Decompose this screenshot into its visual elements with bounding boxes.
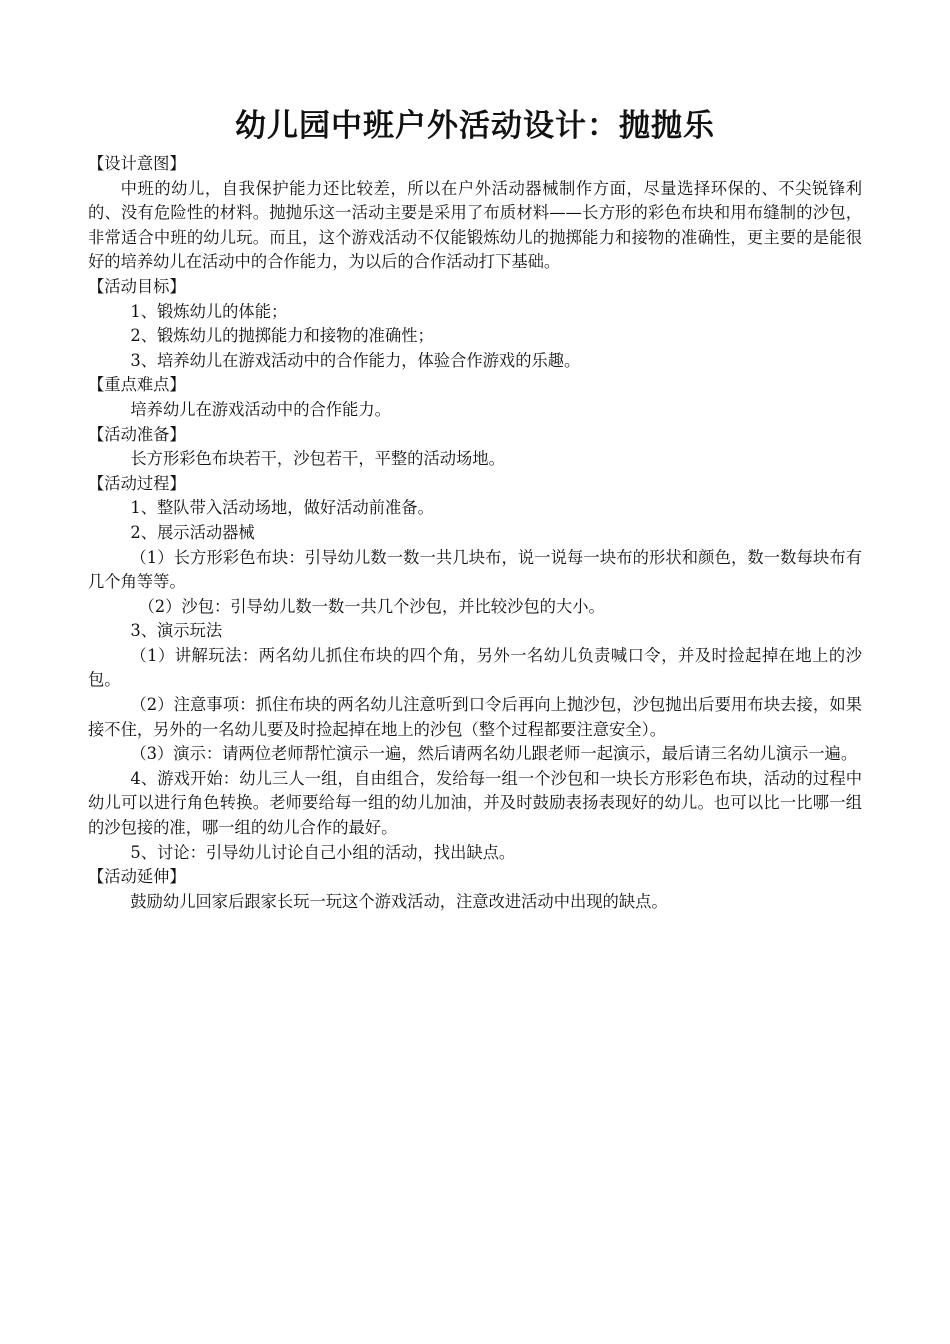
page-title: 幼儿园中班户外活动设计：抛抛乐 <box>235 108 715 144</box>
prep-paragraph: 长方形彩色布块若干，沙包若干，平整的活动场地。 <box>130 449 505 469</box>
section-heading-extension: 【活动延伸】 <box>88 867 186 887</box>
document-page <box>88 100 862 914</box>
process-substep: （1）讲解玩法：两名幼儿抓住布块的四个角，另外一名幼儿负责喊口令，并及时捡起掉在地上的沙包。 <box>88 645 862 690</box>
process-substep: （3）演示：请两位老师帮忙演示一遍，然后请两名幼儿跟老师一起演示，最后请三名幼儿演示一遍。 <box>130 744 858 764</box>
process-step: 5、讨论：引导幼儿讨论自己小组的活动，找出缺点。 <box>130 842 516 862</box>
process-substep: （2）注意事项：抓住布块的两名幼儿注意听到口令后再向上抛沙包，沙包抛出后要用布块去接，如果接不住，另外的一名幼儿要及时捡起掉在地上的沙包（整个过程都要注意安全）。 <box>88 695 862 739</box>
focus-paragraph: 培养幼儿在游戏活动中的合作能力。 <box>130 399 391 419</box>
process-substep: （2）沙包：引导幼儿数一数一共几个沙包，并比较沙包的大小。 <box>138 596 605 616</box>
section-heading-prep: 【活动准备】 <box>88 424 186 444</box>
extension-paragraph: 鼓励幼儿回家后跟家长玩一玩这个游戏活动，注意改进活动中出现的缺点。 <box>130 891 668 911</box>
goal-item: 2、锻炼幼儿的抛掷能力和接物的准确性； <box>130 326 434 346</box>
process-step: 1、整队带入活动场地，做好活动前准备。 <box>130 498 434 518</box>
goal-item: 3、培养幼儿在游戏活动中的合作能力，体验合作游戏的乐趣。 <box>130 350 581 370</box>
section-heading-goals: 【活动目标】 <box>88 276 186 296</box>
intent-paragraph: 中班的幼儿，自我保护能力还比较差，所以在户外活动器械制作方面，尽量选择环保的、不尖锐锋利的、没有危险性的材料。抛抛乐这一活动主要是采用了布质材料——长方形的彩色布块和用布缝制的沙包，非常适合中班的幼儿玩。而且，这个游戏活动不仅能锻炼幼儿的抛掷能力和接物的准确性，更主要的是能很好的培养幼儿在活动中的合作能力，为以后的合作活动打下基础。 <box>88 178 862 272</box>
process-step: 4、游戏开始：幼儿三人一组，自由组合，发给每一组一个沙包和一块长方形彩色布块，活动的过程中幼儿可以进行角色转换。老师要给每一组的幼儿加油，并及时鼓励表扬表现好的幼儿。也可以比一比哪一组的沙包接的准，哪一组的幼儿合作的最好。 <box>88 768 862 838</box>
process-step: 3、演示玩法 <box>130 621 223 641</box>
section-heading-focus: 【重点难点】 <box>88 375 186 395</box>
process-step: 2、展示活动器械 <box>130 522 255 542</box>
process-substep: （1）长方形彩色布块：引导幼儿数一数一共几块布，说一说每一块布的形状和颜色，数一数每块布有几个角等等。 <box>88 547 862 592</box>
goal-item: 1、锻炼幼儿的体能； <box>130 301 288 321</box>
section-heading-intent: 【设计意图】 <box>88 154 186 173</box>
section-heading-process: 【活动过程】 <box>88 473 186 493</box>
